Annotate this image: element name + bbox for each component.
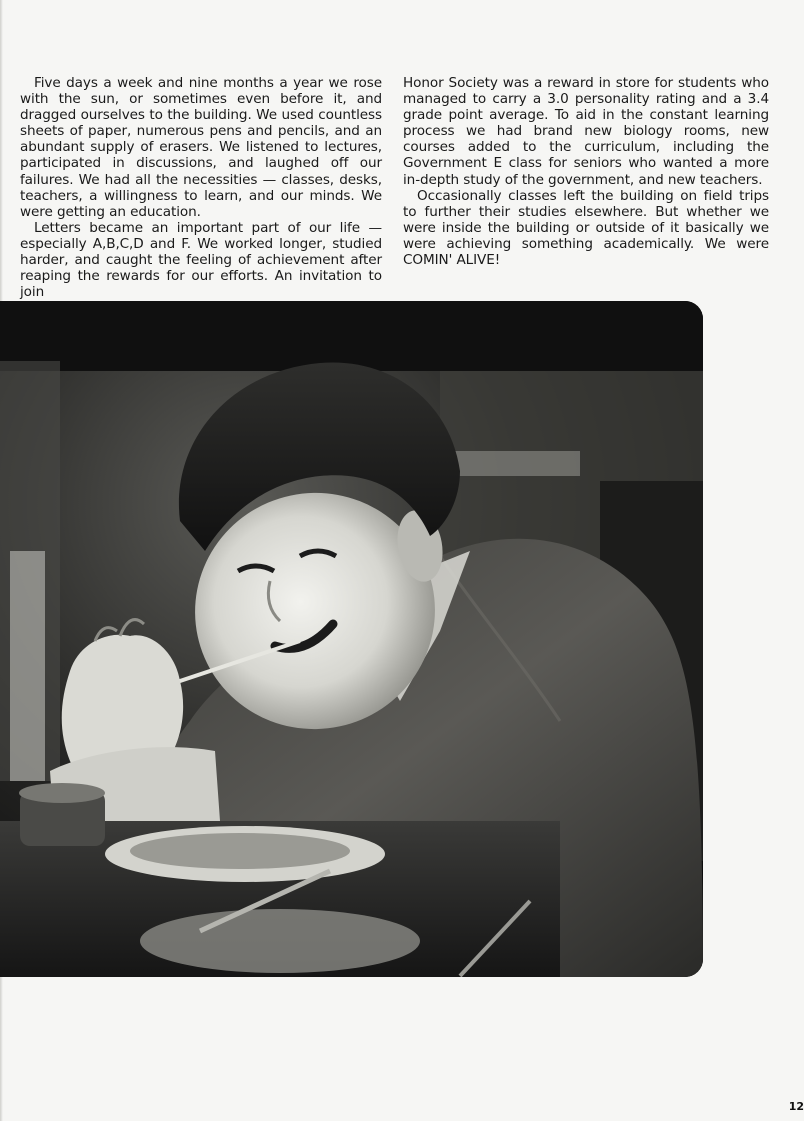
paragraph: Occasionally classes left the building on field trips to further their studies elsewhere. But whether we were inside the building or outside of it basically we were achieving something academically. We were COMIN' ALIVE! bbox=[403, 187, 769, 269]
page-number: 12 bbox=[788, 1100, 804, 1113]
article-left-column bbox=[20, 75, 382, 300]
article-right-column bbox=[403, 75, 769, 268]
student-eating-photo bbox=[0, 301, 703, 977]
photo-illustration bbox=[0, 301, 703, 977]
paragraph: Letters became an important part of our life — especially A,B,C,D and F. We worked longer, studied harder, and caught the feeling of achievement after reaping the rewards for our efforts. An invitation to join bbox=[20, 219, 382, 301]
paragraph: Honor Society was a reward in store for students who managed to carry a 3.0 personality rating and a 3.4 grade point average. To aid in the constant learning process we had brand new biology rooms, new courses added to the curriculum, including the Government E class for seniors who wanted a more in-depth study of the government, and new teachers. bbox=[403, 75, 769, 188]
paragraph: Five days a week and nine months a year we rose with the sun, or sometimes even before it, and dragged ourselves to the building. We used countless sheets of paper, numerous pens and pencils, and an abundant supply of erasers. We listened to lectures, participated in discussions, and laughed off our failures. We had all the necessities — classes, desks, teachers, a willingness to learn, and our minds. We were getting an education. bbox=[20, 75, 382, 220]
